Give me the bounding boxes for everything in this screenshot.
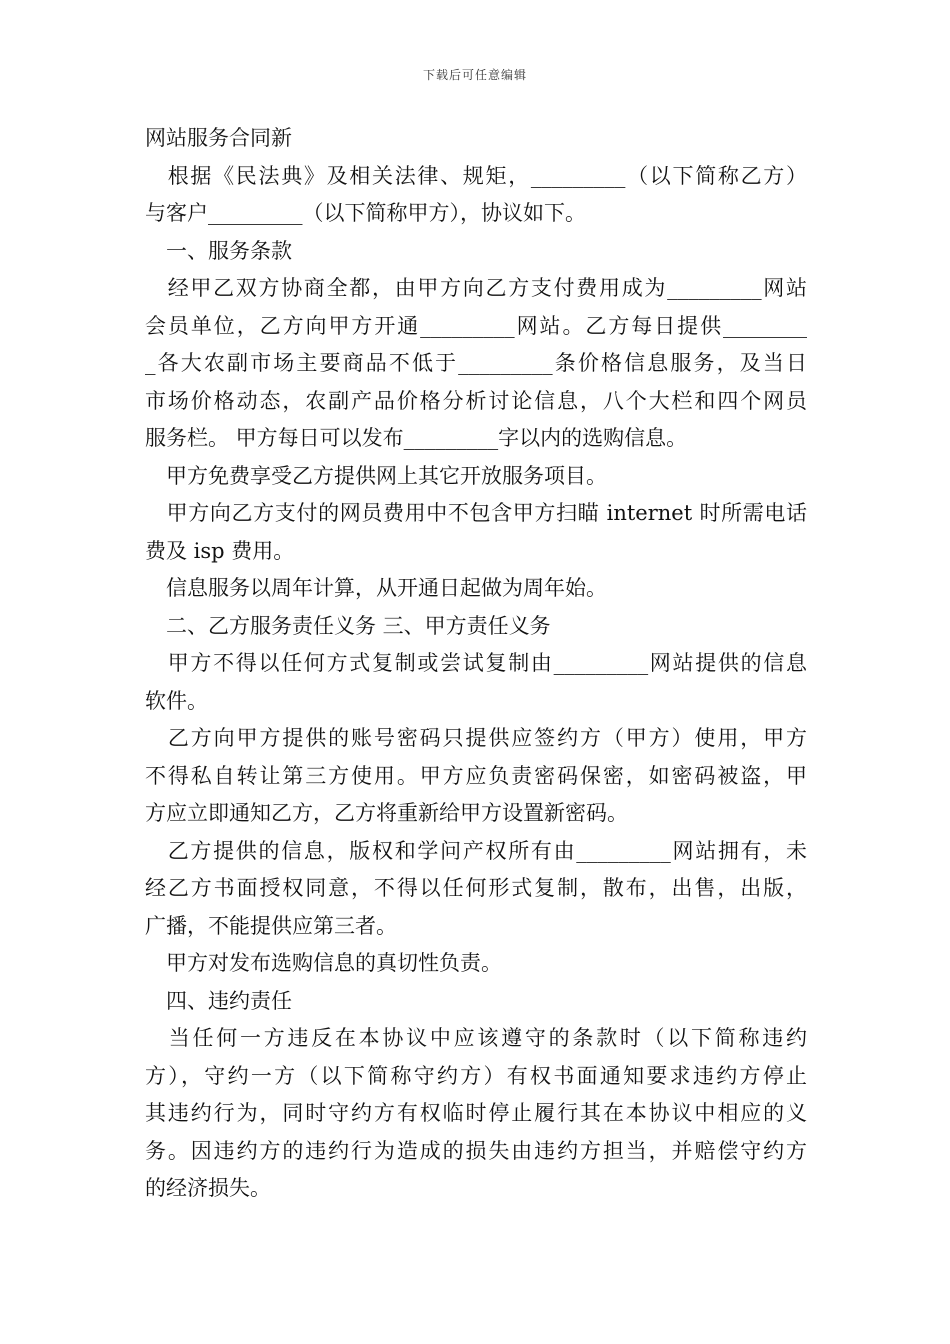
text-line: 服务栏。 甲方每日可以发布_________字以内的选购信息。 xyxy=(145,426,688,450)
text-line: 甲方对发布选购信息的真切性负责。 xyxy=(145,951,502,975)
text-line: 务。因违约方的违约行为造成的损失由违约方担当，并赔偿守约方 xyxy=(145,1138,807,1163)
text-line: 不得私自转让第三方使用。甲方应负责密码保密，如密码被盗，甲 xyxy=(145,763,807,788)
paragraph-lines xyxy=(145,158,807,1208)
text-line: 信息服务以周年计算，从开通日起做为周年始。 xyxy=(145,576,607,600)
document-title: 网站服务合同新 xyxy=(145,126,292,150)
text-line: 乙方提供的信息，版权和学问产权所有由_________网站拥有，未 xyxy=(145,838,807,863)
text-line: 经乙方书面授权同意，不得以任何形式复制，散布，出售，出版， xyxy=(145,876,807,900)
text-line: 市场价格动态，农副产品价格分析讨论信息，八个大栏和四个网员 xyxy=(145,388,807,413)
text-line: 四、违约责任 xyxy=(145,988,292,1013)
text-line: 软件。 xyxy=(145,688,208,713)
text-line: 甲方免费享受乙方提供网上其它开放服务项目。 xyxy=(145,463,607,488)
text-line: 甲方不得以任何方式复制或尝试复制由_________网站提供的信息 xyxy=(145,651,807,675)
text-line: 一、服务条款 xyxy=(145,238,292,263)
page-header-note: 下载后可任意编辑 xyxy=(422,68,527,82)
text-line: 乙方向甲方提供的账号密码只提供应签约方（甲方）使用，甲方 xyxy=(145,726,807,750)
text-line: 方应立即通知乙方，乙方将重新给甲方设置新密码。 xyxy=(145,801,628,825)
text-line: 经甲乙双方协商全都，由甲方向乙方支付费用成为_________网站 xyxy=(145,276,807,300)
text-line: 根据《民法典》及相关法律、规矩，_________（以下简称乙方） xyxy=(145,163,807,188)
text-line: 其违约行为，同时守约方有权临时停止履行其在本协议中相应的义 xyxy=(145,1101,807,1125)
text-line: 二、乙方服务责任义务 三、甲方责任义务 xyxy=(145,613,551,638)
text-line: 甲方向乙方支付的网员费用中不包含甲方扫瞄 internet 时所需电话 xyxy=(145,501,807,525)
text-line: 当任何一方违反在本协议中应该遵守的条款时（以下简称违约 xyxy=(145,1026,807,1050)
text-line: _各大农副市场主要商品不低于_________条价格信息服务，及当日 xyxy=(145,351,807,375)
text-line: 广播，不能提供应第三者。 xyxy=(145,913,397,938)
text-line: 与客户_________（以下简称甲方），协议如下。 xyxy=(145,201,586,225)
text-line: 方），守约一方（以下简称守约方）有权书面通知要求违约方停止 xyxy=(145,1063,807,1088)
text-line: 的经济损失。 xyxy=(145,1176,271,1200)
text-line: 会员单位，乙方向甲方开通_________网站。乙方每日提供________ xyxy=(145,313,807,338)
contract-body xyxy=(145,120,807,1208)
text-line: 费及 isp 费用。 xyxy=(145,538,295,563)
